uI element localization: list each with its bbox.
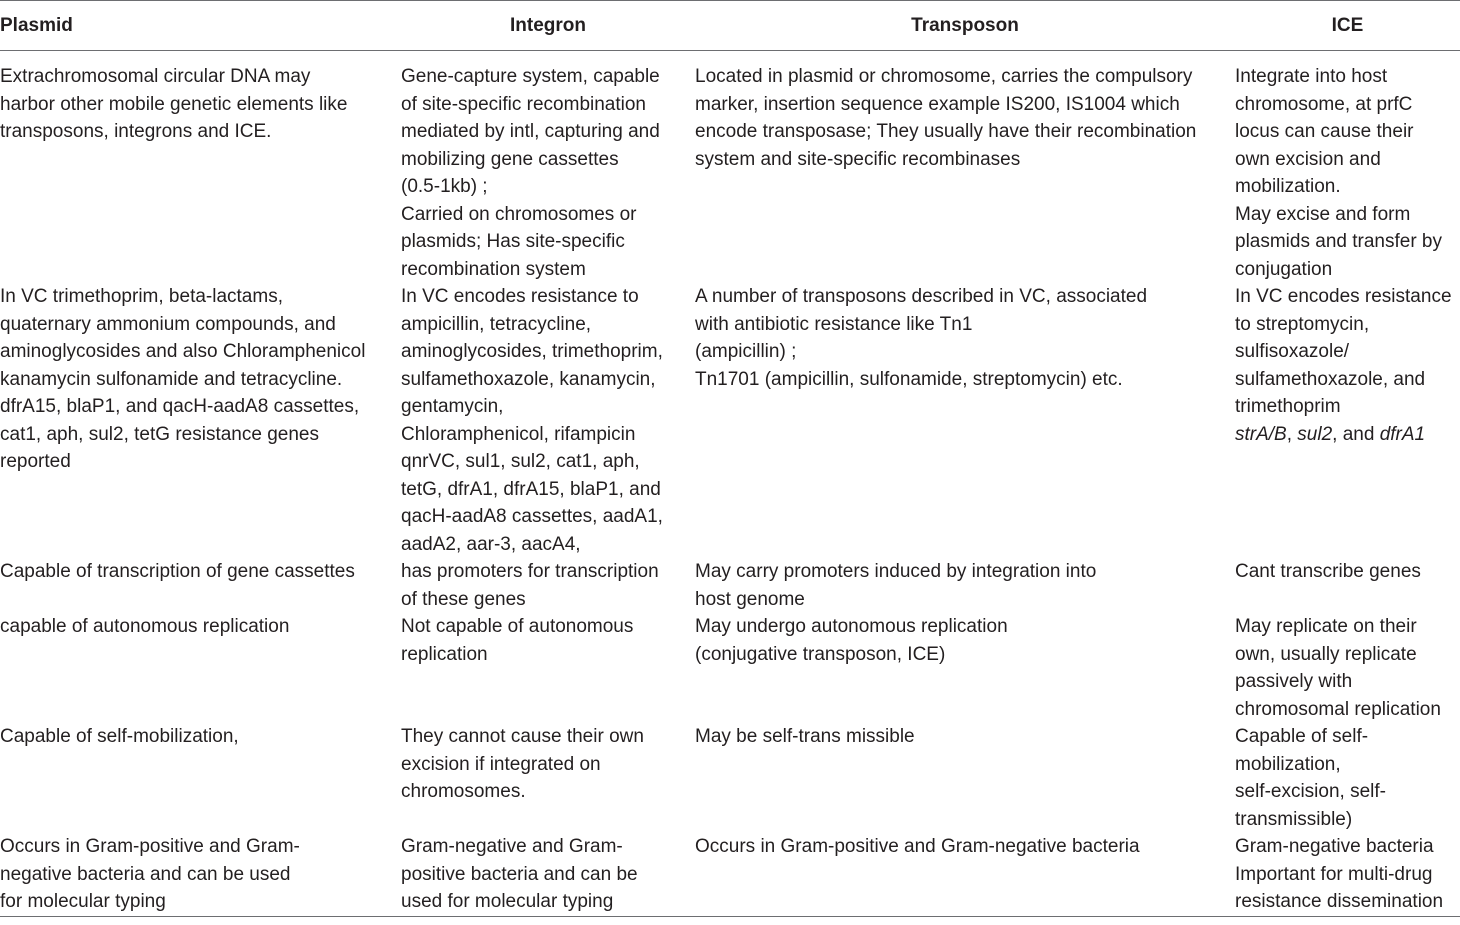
cell-line: dfrA15, blaP1, and qacH-aadA8 cassettes,: [0, 396, 360, 417]
cell-line: (ampicillin) ;: [695, 341, 797, 362]
cell-line: positive bacteria and can be: [401, 863, 638, 885]
cell-line: Important for multi-drug: [1235, 863, 1433, 885]
cell-line: Occurs in Gram-positive and Gram-negative bacteria: [695, 836, 1140, 857]
cell-line: reported: [0, 451, 71, 472]
cell-ice: [1235, 283, 1460, 558]
cell-line: used for molecular typing: [401, 891, 614, 912]
cell-line: May be self-trans missible: [695, 726, 915, 747]
cell-line: has promoters for transcription: [401, 561, 659, 582]
table-header-row: [0, 1, 1460, 51]
cell-line: May excise and form: [1235, 203, 1411, 225]
cell-line: mobilizing gene cassettes: [401, 148, 619, 170]
cell-line: chromosome, at prfC: [1235, 93, 1413, 115]
cell-line: capable of autonomous replication: [0, 616, 290, 637]
cell-ice: [1235, 833, 1460, 916]
cell-line: May carry promoters induced by integration into: [695, 561, 1097, 582]
cell-ice: [1235, 723, 1460, 833]
cell-line: sulfamethoxazole, and: [1235, 368, 1426, 390]
gene-name: dfrA1: [1379, 423, 1426, 445]
table-row: [0, 51, 1460, 284]
cell-line: sulfisoxazole/: [1235, 341, 1350, 362]
cell-line: of site-specific recombination: [401, 93, 646, 115]
cell-line: harbor other mobile genetic elements like: [0, 93, 348, 115]
cell-line: Extrachromosomal circular DNA may: [0, 66, 311, 87]
cell-line: excision if integrated on: [401, 753, 601, 775]
cell-line: A number of transposons described in VC, associated: [695, 286, 1148, 307]
gene-separator: ,: [1286, 423, 1298, 445]
header-integron: Integron: [401, 1, 695, 51]
cell-plasmid: [0, 51, 401, 284]
cell-line: May replicate on their: [1235, 616, 1417, 637]
cell-line: Located in plasmid or chromosome, carries the compulsory: [695, 66, 1193, 87]
cell-line: of these genes: [401, 588, 526, 610]
cell-line: qacH-aadA8 cassettes, aadA1,: [401, 506, 663, 527]
cell-line: host genome: [695, 588, 805, 610]
cell-line: chromosomes.: [401, 781, 526, 802]
header-transposon: Transposon: [695, 1, 1235, 51]
cell-line: gentamycin,: [401, 396, 504, 417]
table-row: [0, 558, 1460, 613]
cell-line: They cannot cause their own: [401, 726, 644, 747]
cell-line: chromosomal replication: [1235, 698, 1441, 720]
cell-line: Gram-negative bacteria: [1235, 836, 1434, 857]
cell-line: system and site-specific recombinases: [695, 148, 1021, 170]
cell-integron: [401, 558, 695, 613]
cell-line: tetG, dfrA1, dfrA15, blaP1, and: [401, 478, 661, 500]
table-row: [0, 613, 1460, 723]
cell-line: marker, insertion sequence example IS200, IS1004 which: [695, 93, 1180, 115]
cell-line: Integrate into host: [1235, 66, 1388, 87]
cell-ice: [1235, 51, 1460, 284]
cell-line: aminoglycosides and also Chloramphenicol: [0, 341, 366, 362]
cell-line: cat1, aph, sul2, tetG resistance genes: [0, 423, 319, 445]
cell-line: trimethoprim: [1235, 396, 1341, 417]
cell-line: In VC encodes resistance to: [401, 286, 639, 307]
cell-line: Tn1701 (ampicillin, sulfonamide, streptomycin) etc.: [695, 368, 1123, 390]
cell-integron: [401, 283, 695, 558]
cell-line: Chloramphenicol, rifampicin: [401, 423, 636, 445]
cell-line: with antibiotic resistance like Tn1: [695, 313, 973, 335]
cell-transposon: [695, 833, 1235, 916]
header-ice: ICE: [1235, 1, 1460, 51]
cell-line: (0.5-1kb) ;: [401, 176, 488, 197]
gene-name: strA/B: [1235, 423, 1287, 445]
cell-line: quaternary ammonium compounds, and: [0, 313, 336, 335]
cell-line: mobilization,: [1235, 753, 1341, 775]
cell-transposon: [695, 51, 1235, 284]
cell-line: Capable of self-: [1235, 726, 1369, 747]
cell-line: plasmids and transfer by: [1235, 231, 1442, 252]
cell-line: Gene-capture system, capable: [401, 66, 660, 87]
cell-transposon: [695, 283, 1235, 558]
cell-line: In VC trimethoprim, beta-lactams,: [0, 286, 283, 307]
cell-integron: [401, 51, 695, 284]
gene-name: sul2: [1297, 423, 1333, 445]
cell-line: qnrVC, sul1, sul2, cat1, aph,: [401, 451, 640, 472]
cell-transposon: [695, 723, 1235, 833]
cell-line: kanamycin sulfonamide and tetracycline.: [0, 368, 343, 390]
cell-line: sulfamethoxazole, kanamycin,: [401, 368, 656, 390]
cell-integron: [401, 833, 695, 916]
cell-line: replication: [401, 643, 488, 665]
cell-line: mediated by intl, capturing and: [401, 121, 660, 142]
cell-ice: [1235, 613, 1460, 723]
cell-line: passively with: [1235, 671, 1353, 692]
cell-line: transposons, integrons and ICE.: [0, 121, 272, 142]
cell-line: own excision and: [1235, 148, 1381, 170]
cell-plasmid: [0, 723, 401, 833]
cell-line: encode transposase; They usually have their recombination: [695, 121, 1197, 142]
cell-line: to streptomycin,: [1235, 313, 1370, 335]
cell-plasmid: [0, 558, 401, 613]
table-row: [0, 283, 1460, 558]
gene-separator: , and: [1332, 423, 1380, 445]
cell-line: Occurs in Gram-positive and Gram-: [0, 836, 300, 857]
cell-line: Gram-negative and Gram-: [401, 836, 623, 857]
header-plasmid: Plasmid: [0, 1, 401, 51]
cell-line: (conjugative transposon, ICE): [695, 643, 946, 665]
table-row: [0, 833, 1460, 916]
cell-line: for molecular typing: [0, 891, 166, 912]
cell-integron: [401, 723, 695, 833]
gene-list: [1235, 421, 1460, 449]
cell-plasmid: [0, 833, 401, 916]
cell-line: plasmids; Has site-specific: [401, 231, 625, 252]
cell-plasmid: [0, 283, 401, 558]
cell-line: locus can cause their: [1235, 121, 1414, 142]
cell-transposon: [695, 613, 1235, 723]
cell-line: Not capable of autonomous: [401, 616, 634, 637]
cell-line: recombination system: [401, 258, 586, 280]
cell-integron: [401, 613, 695, 723]
cell-line: Capable of self-mobilization,: [0, 726, 239, 747]
cell-line: negative bacteria and can be used: [0, 863, 291, 885]
cell-line: resistance dissemination: [1235, 891, 1444, 912]
cell-line: self-excision, self-: [1235, 781, 1386, 802]
cell-line: ampicillin, tetracycline,: [401, 313, 592, 335]
cell-line: Capable of transcription of gene cassettes: [0, 561, 355, 582]
cell-line: conjugation: [1235, 258, 1333, 280]
cell-line: aadA2, aar-3, aacA4,: [401, 533, 581, 555]
cell-line: Carried on chromosomes or: [401, 203, 637, 225]
cell-line: transmissible): [1235, 808, 1353, 830]
cell-line: aminoglycosides, trimethoprim,: [401, 341, 663, 362]
cell-line: Cant transcribe genes: [1235, 561, 1421, 582]
cell-line: mobilization.: [1235, 176, 1341, 197]
cell-plasmid: [0, 613, 401, 723]
cell-line: own, usually replicate: [1235, 643, 1417, 665]
cell-line: In VC encodes resistance: [1235, 286, 1452, 307]
cell-line: May undergo autonomous replication: [695, 616, 1008, 637]
cell-transposon: [695, 558, 1235, 613]
cell-ice: [1235, 558, 1460, 613]
table-row: [0, 723, 1460, 833]
